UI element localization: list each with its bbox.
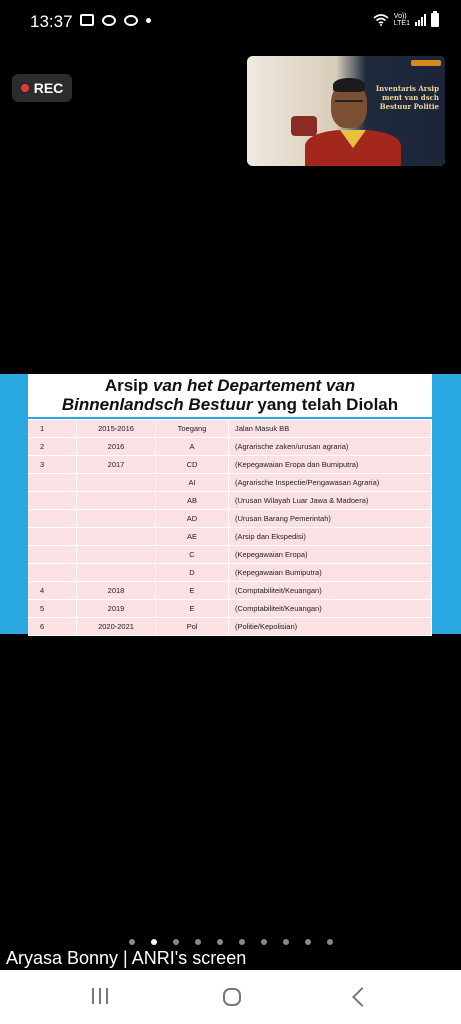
- row-number: [28, 510, 77, 528]
- row-code: AB: [156, 492, 229, 510]
- system-icons: [373, 13, 439, 27]
- row-year: [77, 474, 156, 492]
- page-dot[interactable]: [283, 939, 289, 945]
- slide-title-line-2: [28, 395, 432, 415]
- notification-icons: [80, 14, 151, 26]
- row-description: (Comptabiliteit/Keuangan): [229, 582, 432, 600]
- volte-label: Vo)): [393, 13, 407, 20]
- page-dot[interactable]: [327, 939, 333, 945]
- row-number: [28, 546, 77, 564]
- page-dot[interactable]: [173, 939, 179, 945]
- record-dot-icon: [21, 84, 29, 92]
- table-row: [28, 456, 432, 474]
- navigation-bar: [0, 970, 461, 1024]
- home-icon[interactable]: [223, 988, 241, 1006]
- row-number: [28, 528, 77, 546]
- speaker-glasses: [335, 100, 363, 108]
- row-year: 2019: [77, 600, 156, 618]
- row-number: 4: [28, 582, 77, 600]
- table-row: [28, 528, 432, 546]
- row-description: (Urusan Wilayah Luar Jawa & Madoera): [229, 492, 432, 510]
- page-indicator[interactable]: [0, 936, 461, 948]
- table-row: [28, 582, 432, 600]
- row-code: Toegang: [156, 420, 229, 438]
- title-part-plain-1: Arsip: [104, 376, 153, 395]
- row-year: 2020-2021: [77, 618, 156, 636]
- row-year: 2018: [77, 582, 156, 600]
- table-row: [28, 618, 432, 636]
- page-dot[interactable]: [239, 939, 245, 945]
- wifi-icon: [373, 14, 389, 26]
- table-row: [28, 474, 432, 492]
- title-part-italic-2: Binnenlandsch Bestuur: [61, 395, 253, 414]
- row-code: Pol: [156, 618, 229, 636]
- row-number: 6: [28, 618, 77, 636]
- notification-app-icon-2: [124, 15, 138, 26]
- row-code: AI: [156, 474, 229, 492]
- row-code: A: [156, 438, 229, 456]
- table-row: [28, 600, 432, 618]
- row-year: [77, 492, 156, 510]
- row-description: (Arsip dan Ekspedisi): [229, 528, 432, 546]
- page-dot[interactable]: [305, 939, 311, 945]
- background-object: [291, 116, 317, 136]
- signal-icon: [415, 14, 426, 26]
- row-description: Jalan Masuk BB: [229, 420, 432, 438]
- presenter-label: Aryasa Bonny | ANRI's screen: [6, 948, 247, 968]
- table-row: [28, 438, 432, 456]
- row-description: (Kepegawaian Bumiputra): [229, 564, 432, 582]
- speaker-body: [305, 130, 401, 166]
- row-code: D: [156, 564, 229, 582]
- row-number: [28, 492, 77, 510]
- row-description: (Agrarische Inspectie/Pengawasan Agraria): [229, 474, 432, 492]
- speaker-video-thumbnail[interactable]: [247, 56, 445, 166]
- row-code: AE: [156, 528, 229, 546]
- row-number: 2: [28, 438, 77, 456]
- row-code: AD: [156, 510, 229, 528]
- clock: 13:37: [30, 12, 73, 31]
- slide-title-line-1: [28, 376, 432, 396]
- row-code: E: [156, 600, 229, 618]
- row-number: [28, 474, 77, 492]
- row-description: (Agrarische zaken/urusan agraria): [229, 438, 432, 456]
- page-dot[interactable]: [261, 939, 267, 945]
- row-description: (Politie/Kepolisian): [229, 618, 432, 636]
- row-code: C: [156, 546, 229, 564]
- more-notifications-icon: [146, 18, 151, 23]
- row-description: (Urusan Barang Pemerintah): [229, 510, 432, 528]
- recent-apps-icon[interactable]: [92, 988, 108, 1004]
- table-row: [28, 420, 432, 438]
- row-number: 5: [28, 600, 77, 618]
- gallery-icon: [80, 14, 94, 26]
- video-badge: [411, 60, 441, 66]
- notification-app-icon: [102, 15, 116, 26]
- table-row: [28, 492, 432, 510]
- battery-icon: [431, 13, 439, 27]
- slide-title: [28, 374, 432, 418]
- page-dot[interactable]: [129, 939, 135, 945]
- row-year: [77, 510, 156, 528]
- network-label: [394, 13, 410, 27]
- row-year: [77, 564, 156, 582]
- archive-table: [28, 420, 432, 636]
- title-part-italic-1: van het Departement van: [153, 376, 356, 395]
- row-number: [28, 564, 77, 582]
- row-number: 3: [28, 456, 77, 474]
- back-icon[interactable]: [352, 987, 372, 1007]
- row-year: [77, 546, 156, 564]
- row-description: (Kepegawaian Eropa): [229, 546, 432, 564]
- row-code: E: [156, 582, 229, 600]
- page-dot[interactable]: [217, 939, 223, 945]
- page-dot[interactable]: [195, 939, 201, 945]
- recording-indicator[interactable]: [12, 74, 72, 102]
- table-row: [28, 510, 432, 528]
- page-dot[interactable]: [151, 939, 157, 945]
- lte-label: LTE1: [393, 20, 410, 27]
- table-row: [28, 546, 432, 564]
- row-year: 2017: [77, 456, 156, 474]
- row-year: 2016: [77, 438, 156, 456]
- title-divider: [28, 417, 432, 419]
- table-row: [28, 564, 432, 582]
- slide-content: [28, 374, 432, 634]
- row-number: 1: [28, 420, 77, 438]
- title-part-plain-2: yang telah Diolah: [252, 395, 399, 414]
- row-year: 2015-2016: [77, 420, 156, 438]
- rec-label: REC: [33, 80, 64, 96]
- shared-screen-slide: [0, 374, 461, 634]
- row-code: CD: [156, 456, 229, 474]
- status-bar: [0, 0, 461, 44]
- row-description: (Comptabiliteit/Keuangan): [229, 600, 432, 618]
- speaker-hair: [333, 78, 365, 92]
- row-description: (Kepegawaian Eropa dan Bumiputra): [229, 456, 432, 474]
- video-overlay-text: Inventaris Arsip ment van dsch Bestuur Politie: [375, 84, 439, 111]
- row-year: [77, 528, 156, 546]
